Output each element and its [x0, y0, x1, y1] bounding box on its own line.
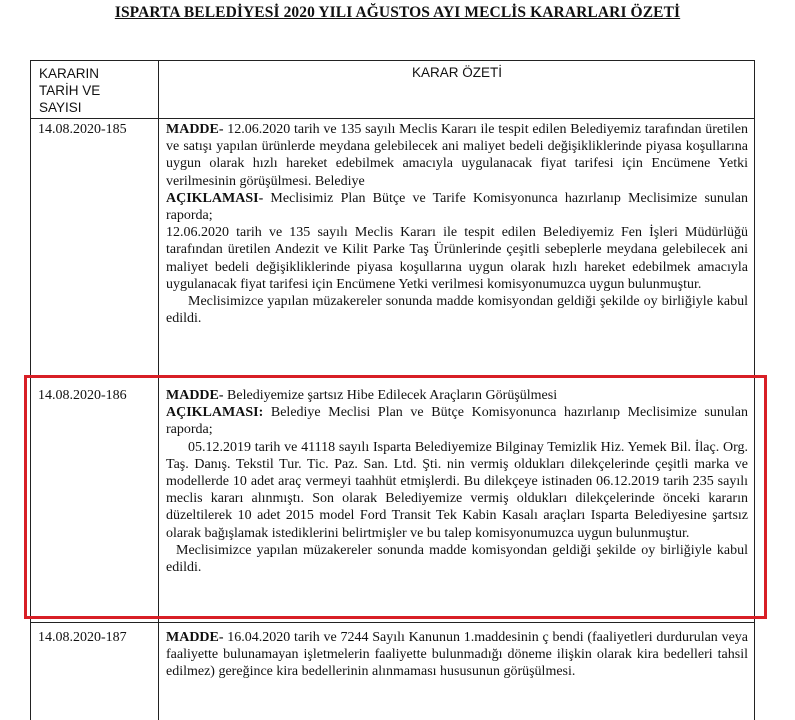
row-summary [166, 387, 748, 576]
madde-label: MADDE- [166, 122, 224, 137]
row-divider [31, 622, 754, 623]
madde-label: MADDE- [166, 630, 224, 645]
body-paragraph: 05.12.2019 tarih ve 41118 sayılı Isparta Belediyemize Bilginay Temizlik Hiz. Yemek Bil. İlaç. Org. Taş. Danış. Tekstil Tur. Tic. Paz. San. Ltd. Şti. nin vermiş oldukları dilekçelerinde çeşitli marka ve modellerde 10 adet araç vermeyi taahhüt etmişlerdi. Bu dilekçeye istinaden 06.12.2019 tarih 235 sayılı meclis kararı alınmıştı. Son olarak Belediyemize vermiş oldukları dilekçelerinde önceki kararın düzeltilerek 10 adet 2015 model Ford Transit Tek Kabin Kasalı araçları Isparta Belediyesine şartsız olarak bağışlamak istediklerini belirtmişler ve bu talep komisyonumuzca uygun bulunmuştur. [166, 439, 748, 541]
row-summary [166, 629, 748, 681]
document-title: ISPARTA BELEDİYESİ 2020 YILI AĞUSTOS AYI MECLİS KARARLARI ÖZETİ [114, 4, 681, 21]
aciklama-paragraph [166, 190, 748, 224]
aciklama-label: AÇIKLAMASI- [166, 190, 264, 206]
row-date-number: 14.08.2020-186 [38, 388, 127, 403]
aciklama-text: Meclisimiz Plan Bütçe ve Tarife Komisyonunca hazırlanıp Meclisimize sunulan raporda; [166, 190, 748, 224]
header-left-line: KARARIN [39, 66, 100, 81]
body-paragraph: 12.06.2020 tarih ve 135 sayılı Meclis Kararı ile tespit edilen Belediyemiz Fen İşleri Müdürlüğü tarafından üretilen Andezit ve Kilit Parke Taş Ürünlerinde çeşitli sebeplerle meydana gelebilecek ani maliyet bedeli değişikliklerinde piyasa koşullarına uygun olarak hızlı hareket edebilmek amacıyla uygulanacak fiyat tarifesi için Encümene Yetki verilmesi komisyonumuzca uygun bulunmuştur. [166, 225, 748, 292]
closing-paragraph: Meclisimizce yapılan müzakereler sonunda madde komisyondan geldiği şekilde oy birliğiyle kabul edildi. [166, 294, 748, 327]
aciklama-paragraph [166, 404, 748, 438]
madde-paragraph [166, 387, 748, 404]
madde-label: MADDE- [166, 388, 224, 403]
header-left-line: TARİH VE [39, 83, 101, 98]
row-summary [166, 121, 748, 327]
header-left-line: SAYISI [39, 100, 82, 115]
row-divider [31, 377, 754, 378]
row-divider [31, 118, 754, 119]
madde-paragraph [166, 121, 748, 190]
aciklama-text: Belediye Meclisi Plan ve Bütçe Komisyonunca hazırlanıp Meclisimize sunulan raporda; [166, 405, 748, 438]
decisions-table [30, 60, 755, 720]
row-date-number: 14.08.2020-185 [38, 122, 127, 137]
header-decision-date-number [39, 65, 149, 116]
row-date-number: 14.08.2020-187 [38, 630, 127, 645]
madde-text: Belediyemize şartsız Hibe Edilecek Araçların Görüşülmesi [223, 388, 558, 403]
header-decision-summary: KARAR ÖZETİ [411, 65, 502, 80]
madde-paragraph [166, 629, 748, 681]
aciklama-label: AÇIKLAMASI: [166, 405, 264, 421]
closing-paragraph: Meclisimizce yapılan müzakereler sonunda madde komisyondan geldiği şekilde oy birliğiyle kabul edildi. [166, 542, 748, 576]
madde-text: 16.04.2020 tarih ve 7244 Sayılı Kanunun 1.maddesinin ç bendi (faaliyetleri durdurulan veya faaliyette bulunamayan işletmelerin faaliyette bulunmadığı döneme ilişkin olarak kira bedelleri tahsil edilmez) gereğince kira bedellerinin alınmaması hususunun görüşülmesi. [166, 630, 748, 680]
madde-text: 12.06.2020 tarih ve 135 sayılı Meclis Kararı ile tespit edilen Belediyemiz tarafından üretilen ve satışı yapılan ürünlerde meydana gelebilecek ani maliyet bedeli değişikliklerinde piyasa koşullarına uygun olarak hızlı hareket edebilmek amacıyla uygulanacak fiyat tarifesi için Encümene Yetki verilmesinin görüşülmesi. Belediye [166, 122, 748, 189]
